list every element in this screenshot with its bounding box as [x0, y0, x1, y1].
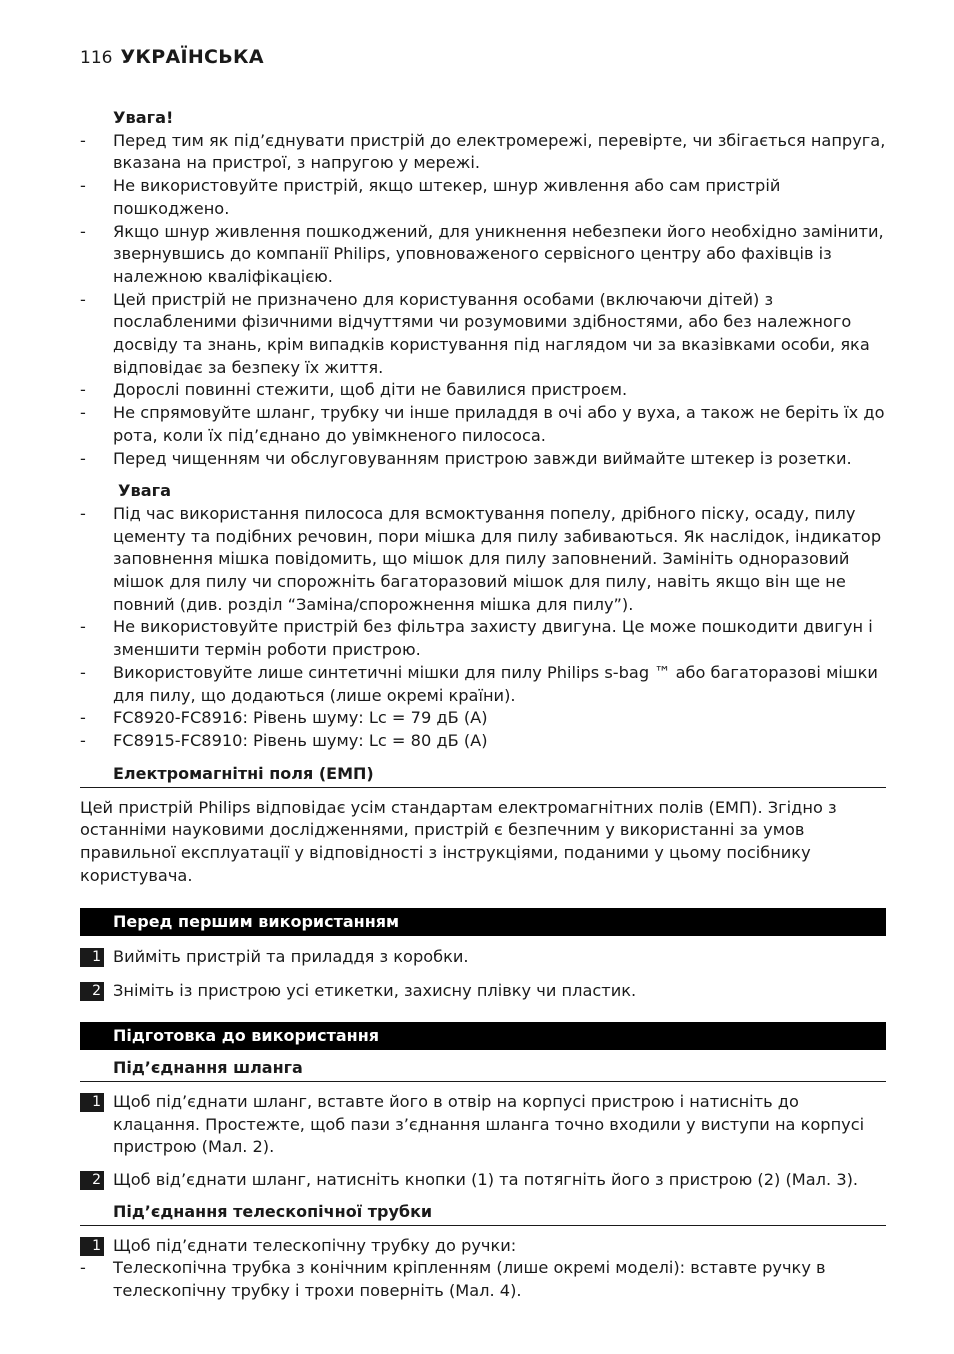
warning-item: - Цей пристрій не призначено для користування особами (включаючи дітей) з послабленими фізичними відчуттями чи розумовими здібностями, або без належного досвіду та знань, крім випадків користування під наглядом чи за вказівками особи, яка відповідає за безпеку їх життя. [80, 289, 886, 380]
warning-item: - Не використовуйте пристрій, якщо штекер, шнур живлення або сам пристрій пошкоджено. [80, 175, 886, 220]
emf-paragraph: Цей пристрій Philips відповідає усім стандартам електромагнітних полів (ЕМП). Згідно з останніми науковими дослідженнями, пристрій є безпечним у використанні за умов правильної експлуатації у відповідності з інструкціями, поданими у цьому посібнику користувача. [80, 797, 837, 885]
section-language-title: УКРАЇНСЬКА [120, 46, 264, 68]
step-text: Щоб під’єднати телескопічну трубку до ручки: [113, 1235, 517, 1255]
step [80, 1091, 886, 1159]
step [80, 1235, 886, 1258]
page-number: 116 [80, 48, 113, 68]
before-first-use-heading: Перед першим використанням [80, 908, 886, 936]
caution-item: - FC8915-FC8910: Рівень шуму: Lc = 80 дБ (A) [80, 730, 886, 753]
page-content [80, 107, 886, 1303]
step-number: 2 [80, 982, 104, 1001]
step-text: Зніміть із пристрою усі етикетки, захисну плівку чи пластик. [113, 981, 637, 1001]
tube-heading: Під’єднання телескопічної трубки [80, 1201, 886, 1226]
step-number: 2 [80, 1171, 104, 1190]
step [80, 980, 886, 1003]
step-text: Щоб від’єднати шланг, натисніть кнопки (1) та потягніть його з пристрою (2) (Мал. 3). [113, 1170, 859, 1190]
warning-title: Увага! [113, 108, 174, 127]
caution-item: - Використовуйте лише синтетичні мішки для пилу Philips s-bag ™ або багаторазові мішки для пилу, що додаються (лише окремі країни). [80, 662, 886, 707]
step-text: Щоб під’єднати шланг, вставте його в отвір на корпусі пристрою і натисніть до клацання. Простежте, щоб пази з’єднання шланга точно входили у виступи на корпусі пристрою (Мал. 2). [113, 1091, 865, 1157]
caution-item: - FC8920-FC8916: Рівень шуму: Lc = 79 дБ (A) [80, 707, 886, 730]
warning-list [80, 130, 886, 471]
step-text: Вийміть пристрій та приладдя з коробки. [113, 946, 469, 966]
warning-item: - Якщо шнур живлення пошкоджений, для уникнення небезпеки його необхідно замінити, звернувшись до компанії Philips, уповноваженого сервісного центру або фахівців із належною кваліфікацією. [80, 221, 886, 289]
caution-item: - Не використовуйте пристрій без фільтра захисту двигуна. Це може пошкодити двигун і зменшити термін роботи пристрою. [80, 616, 886, 661]
warning-item: - Перед тим як під’єднувати пристрій до електромережі, перевірте, чи збігається напруга, вказана на пристрої, з напругою у мережі. [80, 130, 886, 175]
preparing-heading: Підготовка до використання [80, 1022, 886, 1050]
step [80, 1169, 886, 1192]
hose-heading: Під’єднання шланга [80, 1057, 886, 1082]
caution-list [80, 503, 886, 753]
warning-item: - Не спрямовуйте шланг, трубку чи інше приладдя в очі або у вуха, а також не беріть їх до рота, коли їх під’єднано до увімкненого пилососа. [80, 402, 886, 447]
step-number: 1 [80, 948, 104, 967]
step [80, 946, 886, 969]
page-header [80, 46, 264, 68]
step-number: 1 [80, 1093, 104, 1112]
emf-heading: Електромагнітні поля (ЕМП) [80, 763, 886, 788]
warning-item: - Перед чищенням чи обслуговуванням пристрою завжди виймайте штекер із розетки. [80, 448, 886, 471]
tube-list [80, 1257, 886, 1302]
caution-title: Увага [118, 481, 172, 501]
tube-item: - Телескопічна трубка з конічним кріпленням (лише окремі моделі): вставте ручку в телескопічну трубку і трохи поверніть (Мал. 4). [80, 1257, 886, 1302]
step-number: 1 [80, 1237, 104, 1256]
caution-item: - Під час використання пилососа для всмоктування попелу, дрібного піску, осаду, пилу цементу та подібних речовин, пори мішка для пилу забиваються. Як наслідок, індикатор заповнення мішка повідомить, що мішок для пилу заповнений. Замініть одноразовий мішок для пилу чи спорожніть багаторазовий мішок для пилу, навіть якщо він ще не повний (див. розділ “Заміна/спорожнення мішка для пилу”). [80, 503, 886, 617]
warning-item: - Дорослі повинні стежити, щоб діти не бавилися пристроєм. [80, 379, 886, 402]
